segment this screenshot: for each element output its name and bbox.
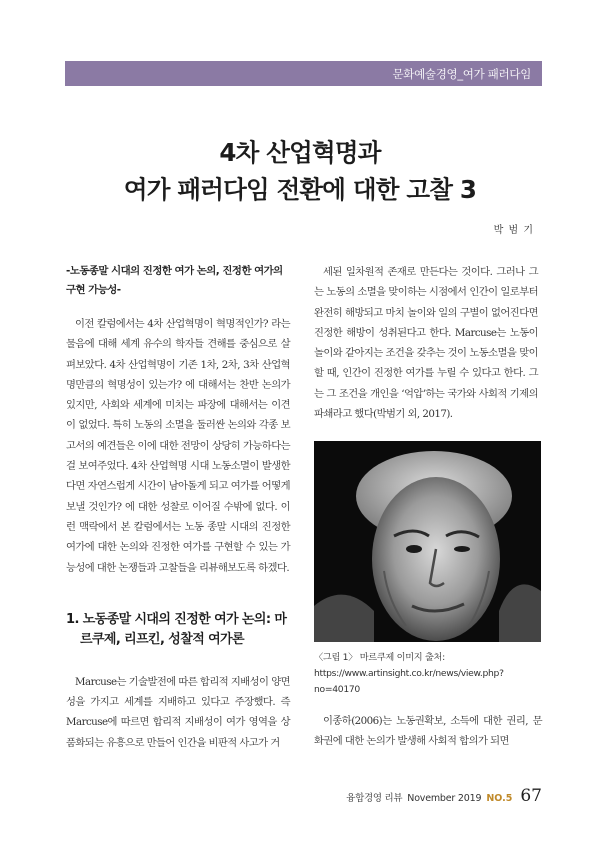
- author-name: 박 범 기: [493, 225, 534, 236]
- right-column-bottom: [314, 711, 542, 752]
- portrait-illustration: [314, 441, 541, 642]
- section-label: 문화예술경영_여가 패러다임: [392, 67, 531, 81]
- section-header-band: [65, 61, 542, 86]
- left-column: [66, 262, 290, 753]
- section-paragraph: Marcuse는 기술발전에 따른 합리적 지배성이 양면성을 가지고 세계를 지배하고 있다고 주장했다. 즉 Marcuse에 따르면 합리적 지배성이 여가 영역을 상품화되는 유흥으로 만들어 인간을 비판적 사고가 거: [66, 675, 290, 749]
- issue-date: November 2019: [407, 793, 482, 804]
- article-subtitle: -노동종말 시대의 진정한 여가 논의, 진정한 여가의 구현 가능성-: [66, 265, 283, 296]
- title-line-2: 여가 패러다임 전환에 대한 고찰 3: [123, 175, 477, 204]
- journal-name: 융합경영 리뷰: [346, 793, 403, 804]
- bottom-paragraph: 이종하(2006)는 노동권확보, 소득에 대한 권리, 문화권에 대한 논의가 발생해 사회적 합의가 되면: [314, 715, 542, 748]
- figure-caption: 〈그림 1〉 마르쿠제 이미지 출처: https://www.artinsight.co.kr/news/view.php?no=40170: [314, 652, 504, 695]
- page-number: 67: [520, 786, 542, 806]
- section-heading: 1. 노동종말 시대의 진정한 여가 논의: 마르쿠제, 리프킨, 성찰적 여가론: [66, 611, 287, 647]
- intro-paragraph: 이전 칼럼에서는 4차 산업혁명이 혁명적인가? 라는 물음에 대해 세계 유수의 학자들 견해를 중심으로 살펴보았다. 4차 산업혁명이 기존 1차, 2차, 3차 산업혁명만큼의 혁명성이 있는가? 에 대해서는 찬반 논의가 있지만, 사회와 세계에 미치는 파장에 대해서는 이견이 없었다. 특히 노동의 소멸을 둘러싼 논의와 각종 보고서의 예견들은 이에 대한 전망이 상당히 가능하다는 걸 보여주었다. 4차 산업혁명 시대 노동소멸이 발생한다면 자연스럽게 시간이 남아돌게 되고 여가를 어떻게 보낼 것인가? 에 대한 성찰로 이어질 수밖에 없다. 이런 맥락에서 본 칼럼에서는 노동 종말 시대의 진정한 여가에 대한 논의와 진정한 여가를 구현할 수 있는 가능성에 대한 논쟁들과 고찰들을 리뷰해보도록 하겠다.: [66, 318, 290, 574]
- right-column: [314, 262, 538, 424]
- issue-number: NO.5: [486, 793, 513, 804]
- article-title: [0, 134, 600, 208]
- marcuse-portrait-photo: [314, 441, 541, 642]
- title-line-1: 4차 산업혁명과: [219, 138, 381, 167]
- continued-paragraph: 세된 일차원적 존재로 만든다는 것이다. 그러나 그는 노동의 소멸을 맞이하는 시점에서 인간이 일로부터 완전히 해방되고 마치 놀이와 일의 구별이 없어진다면 진정한 해방이 성취된다고 한다. Marcuse는 노동이 놀이와 같아지는 조건을 갖추는 것이 노동소멸을 맞이할 때, 인간이 진정한 여가를 누릴 수 있다고 한다. 그는 그 조건을 개인을 ‘억압’하는 국가와 사회적 기제의 파쇄라고 했다(박범기 외, 2017).: [314, 266, 538, 421]
- page-footer: [346, 786, 542, 806]
